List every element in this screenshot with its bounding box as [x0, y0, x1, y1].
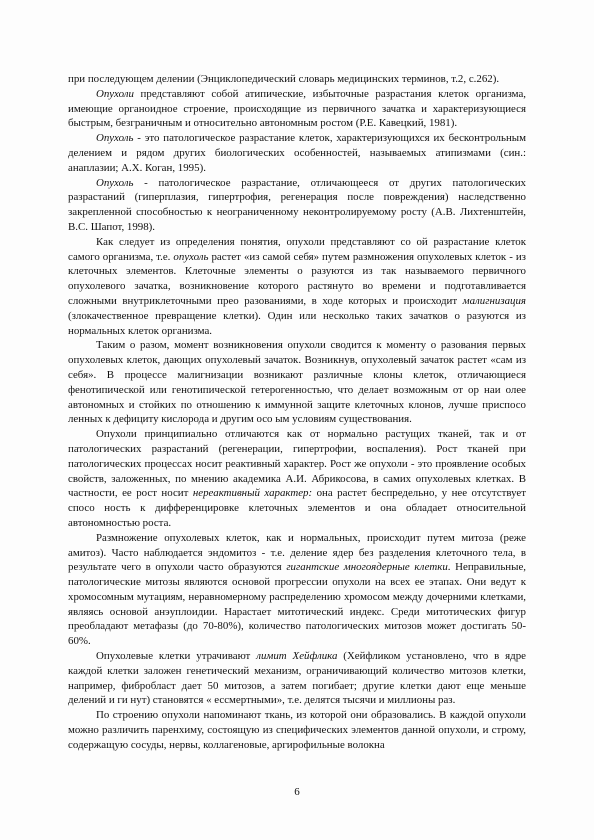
text-run: Таким о разом, момент возникновения опухоли сводится к моменту о разования первых опухолевых клеток, дающих опухолевый зачаток. Возникнув, опухолевый зачаток растет «сам из себя». В процессе малигнизации возникают различные клоны клеток, отличающиеся фенотипической или генотипической гетерогенностью, что делает возможным от ор наи олее автономных и стойких по отношению к иммунной защите клеточных клонов, лучше приспосо ленных к дефициту кислорода и другим осо ым условиям существования.: [68, 339, 526, 426]
text-run: при последующем делении (Энциклопедический словарь медицинских терминов, т.2, с.262).: [68, 73, 500, 85]
text-run: . Неправильные, патологические митозы являются основой прогрессии опухоли на всех ее этапах. Они ведут к хромосомным мутациям, неравномерному распределению хромосом между дочерними клетками, являясь основой анэуплоидии. Нарастает митотический индекс. Среди митотических фигур преобладают метафазы (до 70-80%), количество патологических митозов может достигать 50-60%.: [68, 561, 527, 648]
italic-term: гигантские многоядерные клетки: [286, 561, 448, 574]
text-run: растет «из самой себя» путем размножения опухолевых клеток - из клеточных элементов. Клеточные элементы о разуются из так называемого первичного опухолевого зачатка, возникновение которого растянуто во времени и подготавливается сложными внутриклеточными прео разованиями, в ходе которых и происходит: [68, 250, 526, 307]
text-run: - патологическое разрастание, отличающееся от других патологических разрастаний (гиперплазия, гипертрофия, регенерация после повреждения) наследственно закрепленной способностью к неограниченному неконтролируемому росту (А.В. Лихтенштейн, В.С. Шапот, 1998).: [68, 176, 526, 233]
paragraph: [68, 131, 526, 175]
paragraph: [68, 649, 526, 708]
text-run: - это патологическое разрастание клеток, характеризующихся их бесконтрольным делением и рядом других биологических особенностей, называемых атипизмами (син.: анаплазии; А.Х. Коган, 1995).: [68, 132, 526, 174]
italic-term: опухоль: [173, 250, 209, 263]
paragraph: [68, 176, 526, 235]
paragraph: [68, 427, 526, 531]
paragraph: [68, 235, 526, 339]
italic-term: малигнизация: [462, 294, 526, 307]
italic-term: лимит Хейфлика: [256, 650, 338, 663]
text-run: По строению опухоли напоминают ткань, из которой они образовались. В каждой опухоли можно различить паренхиму, состоящую из специфических элементов данной опухоли, и строму, содержащую сосуды, нервы, коллагеновые, аргирофильные волокна: [68, 709, 526, 751]
italic-term: Опухоли: [96, 87, 134, 100]
italic-term: Опухоль: [96, 176, 134, 189]
paragraph: [68, 72, 526, 87]
italic-term: нереактивный характер:: [192, 487, 313, 500]
text-run: (Хейфликом установлено, что в ядре каждой клетки заложен генетический механизм, ограничивающий количество митозов клетки, например, фибробласт дает 50 митозов, а затем погибает; другие клетки дают еще меньше делений и ги нут) становятся « ессмертными», т.е. делятся тысячи и миллионы раз.: [68, 650, 526, 707]
paragraph: [68, 708, 526, 752]
paragraph: [68, 531, 526, 649]
text-run: представляют собой атипические, избыточные разрастания клеток организма, имеющие органоидное строение, происходящие из первичного зачатка и характеризующиеся быстрым, безграничным и относительно автономным ростом (Р.Е. Кавецкий, 1981).: [68, 87, 526, 130]
text-run: Размножение опухолевых клеток, как и нормальных, происходит путем митоза (реже амитоз). Часто наблюдается эндомитоз - т.е. деление ядер без разделения клеточного тела, в результате чего в опухоли часто образуются: [68, 531, 526, 574]
text-run: Опухоли принципиально отличаются как от нормально растущих тканей, так и от патологических разрастаний (регенерации, гипертрофии, воспаления). Рост тканей при патологических процессах носит реактивный характер. Рост же опухоли - это проявление особых свойств, заложенных, по мнению академика А.И. Абрикосова, в самих опухолевых клетках. В частности, ее рост носит: [68, 428, 526, 500]
paragraph: [68, 87, 526, 131]
italic-term: Опухоль: [96, 132, 134, 145]
page-number: 6: [294, 786, 300, 798]
text-run: Опухолевые клетки утрачивают: [96, 650, 257, 663]
text-run: она растет беспредельно, у нее отсутствует спосо ность к дифференцировке клеточных элементов и она обладает относительной автономностью роста.: [68, 487, 527, 529]
body-text: [68, 72, 526, 753]
text-run: Как следует из определения понятия, опухоли представляют со ой разрастание клеток самого организма, т.е.: [68, 235, 526, 263]
text-run: (злокачественное превращение клетки). Один или несколько таких зачатков о разуются из нормальных клеток организма.: [68, 309, 526, 337]
paragraph: [68, 338, 526, 427]
